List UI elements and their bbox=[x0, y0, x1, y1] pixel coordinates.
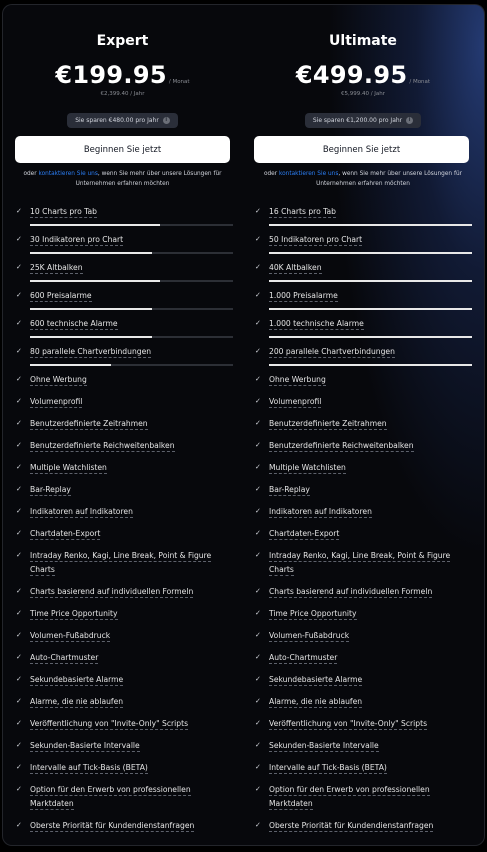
feature-label[interactable] bbox=[30, 373, 230, 387]
check-icon: ✓ bbox=[16, 587, 22, 595]
check-icon: ✓ bbox=[255, 719, 261, 727]
feature-label-text: 1.000 technische Alarme bbox=[269, 319, 364, 328]
feature-label-text: Alarme, die nie ablaufen bbox=[30, 697, 124, 706]
feature-level-bar bbox=[30, 280, 233, 282]
feature-label[interactable] bbox=[30, 739, 230, 753]
check-icon: ✓ bbox=[16, 375, 22, 383]
feature-level-fill bbox=[30, 336, 152, 338]
check-icon: ✓ bbox=[16, 397, 22, 405]
feature-level-fill bbox=[30, 364, 111, 366]
check-icon: ✓ bbox=[255, 741, 261, 749]
feature-label-text: Volumenprofil bbox=[269, 397, 322, 406]
start-now-button[interactable]: Beginnen Sie jetzt bbox=[254, 136, 469, 163]
contact-prefix: oder bbox=[263, 171, 279, 177]
feature-level-bar bbox=[30, 224, 233, 226]
yearly-price: €2,399.40 / Jahr bbox=[100, 91, 145, 97]
feature-label-text: Charts basierend auf individuellen Formeln bbox=[269, 587, 433, 596]
feature-label-text: Option für den Erwerb von professionellen Marktdaten bbox=[269, 785, 430, 808]
check-icon: ✓ bbox=[255, 653, 261, 661]
feature-label[interactable] bbox=[269, 417, 472, 431]
check-icon: ✓ bbox=[16, 319, 22, 327]
start-now-button[interactable]: Beginnen Sie jetzt bbox=[15, 136, 230, 163]
feature-level-fill bbox=[30, 308, 152, 310]
feature-label[interactable] bbox=[269, 205, 472, 219]
plan-card-ultimate bbox=[242, 4, 485, 846]
price-row bbox=[3, 61, 242, 89]
feature-label[interactable] bbox=[269, 439, 472, 453]
check-icon: ✓ bbox=[255, 347, 261, 355]
feature-label[interactable] bbox=[30, 527, 230, 541]
feature-label-text: Sekunden-Basierte Intervalle bbox=[30, 741, 140, 750]
check-icon: ✓ bbox=[255, 397, 261, 405]
feature-label-text: 600 technische Alarme bbox=[30, 319, 118, 328]
savings-text: Sie sparen €1,200.00 pro Jahr bbox=[312, 117, 403, 124]
feature-level-fill bbox=[269, 252, 472, 254]
feature-level-fill bbox=[30, 224, 160, 226]
feature-label[interactable] bbox=[30, 783, 230, 811]
feature-label[interactable] bbox=[269, 345, 472, 359]
feature-label[interactable] bbox=[269, 673, 472, 687]
check-icon: ✓ bbox=[255, 785, 261, 793]
feature-label[interactable] bbox=[30, 289, 230, 303]
feature-label-text: Multiple Watchlisten bbox=[30, 463, 107, 472]
feature-level-bar bbox=[269, 252, 472, 254]
feature-label[interactable] bbox=[269, 651, 472, 665]
feature-level-bar bbox=[30, 252, 233, 254]
feature-level-bar bbox=[269, 336, 472, 338]
feature-label[interactable] bbox=[269, 695, 472, 709]
check-icon: ✓ bbox=[16, 207, 22, 215]
feature-label[interactable] bbox=[30, 585, 230, 599]
feature-label-text: 40K Altbalken bbox=[269, 263, 322, 272]
contact-suffix: , wenn Sie mehr über unsere Lösungen für Unternehmen erfahren möchten bbox=[75, 171, 222, 187]
feature-label[interactable] bbox=[30, 439, 230, 453]
feature-label-text: Intervalle auf Tick-Basis (BETA) bbox=[30, 763, 148, 772]
feature-label-text: 200 parallele Chartverbindungen bbox=[269, 347, 395, 356]
price-period: / Monat bbox=[168, 79, 190, 85]
feature-level-fill bbox=[269, 336, 472, 338]
plan-title: Expert bbox=[96, 33, 149, 49]
feature-label[interactable] bbox=[269, 739, 472, 753]
feature-label-text: Bar-Replay bbox=[269, 485, 310, 494]
price-period: / Monat bbox=[409, 79, 431, 85]
feature-label[interactable] bbox=[269, 585, 472, 599]
feature-label-text: 600 Preisalarme bbox=[30, 291, 92, 300]
monthly-price: €499.95 bbox=[295, 61, 408, 89]
check-icon: ✓ bbox=[255, 291, 261, 299]
price-row bbox=[242, 61, 484, 89]
feature-label[interactable] bbox=[269, 505, 472, 519]
feature-label-text: Volumen-Fußabdruck bbox=[269, 631, 350, 640]
check-icon: ✓ bbox=[16, 347, 22, 355]
feature-label[interactable] bbox=[269, 549, 472, 577]
check-icon: ✓ bbox=[255, 609, 261, 617]
feature-label[interactable] bbox=[30, 695, 230, 709]
feature-label[interactable] bbox=[269, 607, 472, 621]
feature-label-text: Volumenprofil bbox=[30, 397, 83, 406]
feature-label-text: 50 Indikatoren pro Chart bbox=[269, 235, 363, 244]
check-icon: ✓ bbox=[16, 485, 22, 493]
check-icon: ✓ bbox=[16, 631, 22, 639]
feature-label-text: Bar-Replay bbox=[30, 485, 71, 494]
feature-level-fill bbox=[269, 364, 472, 366]
check-icon: ✓ bbox=[255, 587, 261, 595]
feature-label-text: Time Price Opportunity bbox=[269, 609, 357, 618]
check-icon: ✓ bbox=[255, 551, 261, 559]
feature-level-fill bbox=[269, 280, 472, 282]
feature-label[interactable] bbox=[269, 395, 472, 409]
check-icon: ✓ bbox=[16, 551, 22, 559]
check-icon: ✓ bbox=[16, 291, 22, 299]
feature-label[interactable] bbox=[269, 373, 472, 387]
feature-label-text: Volumen-Fußabdruck bbox=[30, 631, 111, 640]
feature-label-text: Sekundebasierte Alarme bbox=[269, 675, 363, 684]
feature-level-fill bbox=[269, 308, 472, 310]
contact-prefix: oder bbox=[23, 171, 39, 177]
feature-label[interactable] bbox=[30, 317, 230, 331]
feature-label-text: Alarme, die nie ablaufen bbox=[269, 697, 363, 706]
feature-label[interactable] bbox=[269, 261, 472, 275]
feature-label[interactable] bbox=[269, 289, 472, 303]
contact-us-link[interactable]: kontaktieren Sie uns bbox=[278, 171, 339, 177]
check-icon: ✓ bbox=[255, 319, 261, 327]
check-icon: ✓ bbox=[255, 697, 261, 705]
savings-badge bbox=[305, 113, 421, 128]
feature-label[interactable] bbox=[269, 461, 472, 475]
feature-label[interactable] bbox=[30, 549, 230, 577]
feature-label-text: Intraday Renko, Kagi, Line Break, Point & Figure Charts bbox=[30, 551, 212, 574]
check-icon: ✓ bbox=[255, 207, 261, 215]
feature-label[interactable] bbox=[269, 629, 472, 643]
feature-label[interactable] bbox=[269, 527, 472, 541]
feature-label[interactable] bbox=[269, 717, 472, 731]
feature-level-bar bbox=[269, 308, 472, 310]
check-icon: ✓ bbox=[255, 375, 261, 383]
check-icon: ✓ bbox=[16, 507, 22, 515]
contact-suffix: , wenn Sie mehr über unsere Lösungen für Unternehmen erfahren möchten bbox=[316, 171, 463, 187]
check-icon: ✓ bbox=[255, 441, 261, 449]
feature-label-text: 80 parallele Chartverbindungen bbox=[30, 347, 152, 356]
check-icon: ✓ bbox=[16, 821, 22, 829]
check-icon: ✓ bbox=[16, 235, 22, 243]
check-icon: ✓ bbox=[16, 741, 22, 749]
feature-label-text: Veröffentlichung von "Invite-Only" Scripts bbox=[30, 719, 189, 728]
feature-label-text: Ohne Werbung bbox=[269, 375, 326, 384]
feature-label[interactable] bbox=[30, 629, 230, 643]
check-icon: ✓ bbox=[16, 441, 22, 449]
check-icon: ✓ bbox=[16, 719, 22, 727]
check-icon: ✓ bbox=[16, 653, 22, 661]
feature-label-text: Intraday Renko, Kagi, Line Break, Point & Figure Charts bbox=[269, 551, 451, 574]
monthly-price: €199.95 bbox=[55, 61, 167, 89]
check-icon: ✓ bbox=[255, 675, 261, 683]
check-icon: ✓ bbox=[16, 763, 22, 771]
contact-us-link[interactable]: kontaktieren Sie uns bbox=[38, 171, 98, 177]
feature-label-text: 30 Indikatoren pro Chart bbox=[30, 235, 124, 244]
check-icon: ✓ bbox=[255, 631, 261, 639]
feature-label[interactable] bbox=[30, 205, 230, 219]
feature-label[interactable] bbox=[269, 317, 472, 331]
feature-label-text: Sekunden-Basierte Intervalle bbox=[269, 741, 379, 750]
feature-label-text: Charts basierend auf individuellen Formeln bbox=[30, 587, 194, 596]
feature-label-text: Benutzerdefinierte Zeitrahmen bbox=[30, 419, 148, 428]
check-icon: ✓ bbox=[255, 529, 261, 537]
feature-label-text: Time Price Opportunity bbox=[30, 609, 118, 618]
feature-label-text: Benutzerdefinierte Zeitrahmen bbox=[269, 419, 387, 428]
feature-label[interactable] bbox=[30, 395, 230, 409]
feature-label[interactable] bbox=[30, 607, 230, 621]
feature-label-text: Sekundebasierte Alarme bbox=[30, 675, 124, 684]
feature-level-bar bbox=[30, 336, 233, 338]
check-icon: ✓ bbox=[255, 235, 261, 243]
check-icon: ✓ bbox=[16, 419, 22, 427]
feature-label-text: 10 Charts pro Tab bbox=[30, 207, 98, 216]
plan-title: Ultimate bbox=[329, 33, 397, 49]
feature-label[interactable] bbox=[269, 761, 472, 775]
feature-label[interactable] bbox=[30, 717, 230, 731]
savings-badge bbox=[67, 113, 178, 128]
feature-label[interactable] bbox=[30, 673, 230, 687]
info-icon[interactable]: i bbox=[406, 117, 413, 124]
feature-label[interactable] bbox=[269, 783, 472, 811]
feature-label-text: Benutzerdefinierte Reichweitenbalken bbox=[30, 441, 175, 450]
check-icon: ✓ bbox=[255, 763, 261, 771]
feature-label-text: Chartdaten-Export bbox=[30, 529, 101, 538]
feature-level-fill bbox=[30, 252, 152, 254]
savings-text: Sie sparen €480.00 pro Jahr bbox=[75, 117, 159, 124]
check-icon: ✓ bbox=[255, 463, 261, 471]
feature-label-text: Intervalle auf Tick-Basis (BETA) bbox=[269, 763, 387, 772]
yearly-price: €5,999.40 / Jahr bbox=[340, 91, 386, 97]
feature-label[interactable] bbox=[30, 819, 230, 833]
feature-label-text: Auto-Chartmuster bbox=[30, 653, 99, 662]
feature-label[interactable] bbox=[30, 261, 230, 275]
feature-level-bar bbox=[269, 364, 472, 366]
check-icon: ✓ bbox=[255, 507, 261, 515]
feature-label[interactable] bbox=[30, 761, 230, 775]
check-icon: ✓ bbox=[255, 263, 261, 271]
check-icon: ✓ bbox=[16, 463, 22, 471]
check-icon: ✓ bbox=[16, 785, 22, 793]
feature-label[interactable] bbox=[269, 819, 472, 833]
feature-label-text: 16 Charts pro Tab bbox=[269, 207, 337, 216]
feature-label[interactable] bbox=[269, 233, 472, 247]
feature-label-text: Benutzerdefinierte Reichweitenbalken bbox=[269, 441, 414, 450]
feature-label-text: 1.000 Preisalarme bbox=[269, 291, 338, 300]
feature-label-text: Auto-Chartmuster bbox=[269, 653, 338, 662]
feature-label[interactable] bbox=[30, 461, 230, 475]
feature-label[interactable] bbox=[30, 483, 230, 497]
check-icon: ✓ bbox=[255, 485, 261, 493]
check-icon: ✓ bbox=[255, 419, 261, 427]
contact-note bbox=[250, 169, 476, 189]
info-icon[interactable]: i bbox=[163, 117, 170, 124]
feature-label[interactable] bbox=[30, 345, 230, 359]
feature-label[interactable] bbox=[30, 651, 230, 665]
feature-label-text: Ohne Werbung bbox=[30, 375, 87, 384]
feature-level-fill bbox=[30, 280, 160, 282]
check-icon: ✓ bbox=[16, 697, 22, 705]
feature-label-text: Multiple Watchlisten bbox=[269, 463, 346, 472]
feature-level-bar bbox=[30, 364, 233, 366]
savings-badge-wrap bbox=[242, 107, 484, 128]
savings-badge-wrap bbox=[3, 107, 242, 128]
feature-label-text: 25K Altbalken bbox=[30, 263, 83, 272]
feature-label[interactable] bbox=[269, 483, 472, 497]
check-icon: ✓ bbox=[16, 529, 22, 537]
feature-label-text: Oberste Priorität für Kundendienstanfragen bbox=[269, 821, 434, 830]
feature-label-text: Chartdaten-Export bbox=[269, 529, 340, 538]
feature-label[interactable] bbox=[30, 417, 230, 431]
feature-level-bar bbox=[269, 224, 472, 226]
feature-label-text: Option für den Erwerb von professionellen Marktdaten bbox=[30, 785, 191, 808]
feature-label-text: Veröffentlichung von "Invite-Only" Scripts bbox=[269, 719, 428, 728]
feature-label[interactable] bbox=[30, 233, 230, 247]
contact-note bbox=[11, 169, 234, 189]
feature-level-bar bbox=[30, 308, 233, 310]
check-icon: ✓ bbox=[16, 675, 22, 683]
feature-label-text: Oberste Priorität für Kundendienstanfragen bbox=[30, 821, 195, 830]
check-icon: ✓ bbox=[16, 263, 22, 271]
check-icon: ✓ bbox=[255, 821, 261, 829]
plan-card-expert bbox=[2, 4, 243, 846]
feature-level-bar bbox=[269, 280, 472, 282]
check-icon: ✓ bbox=[16, 609, 22, 617]
feature-label[interactable] bbox=[30, 505, 230, 519]
feature-label-text: Indikatoren auf Indikatoren bbox=[269, 507, 372, 516]
feature-level-fill bbox=[269, 224, 472, 226]
feature-label-text: Indikatoren auf Indikatoren bbox=[30, 507, 133, 516]
